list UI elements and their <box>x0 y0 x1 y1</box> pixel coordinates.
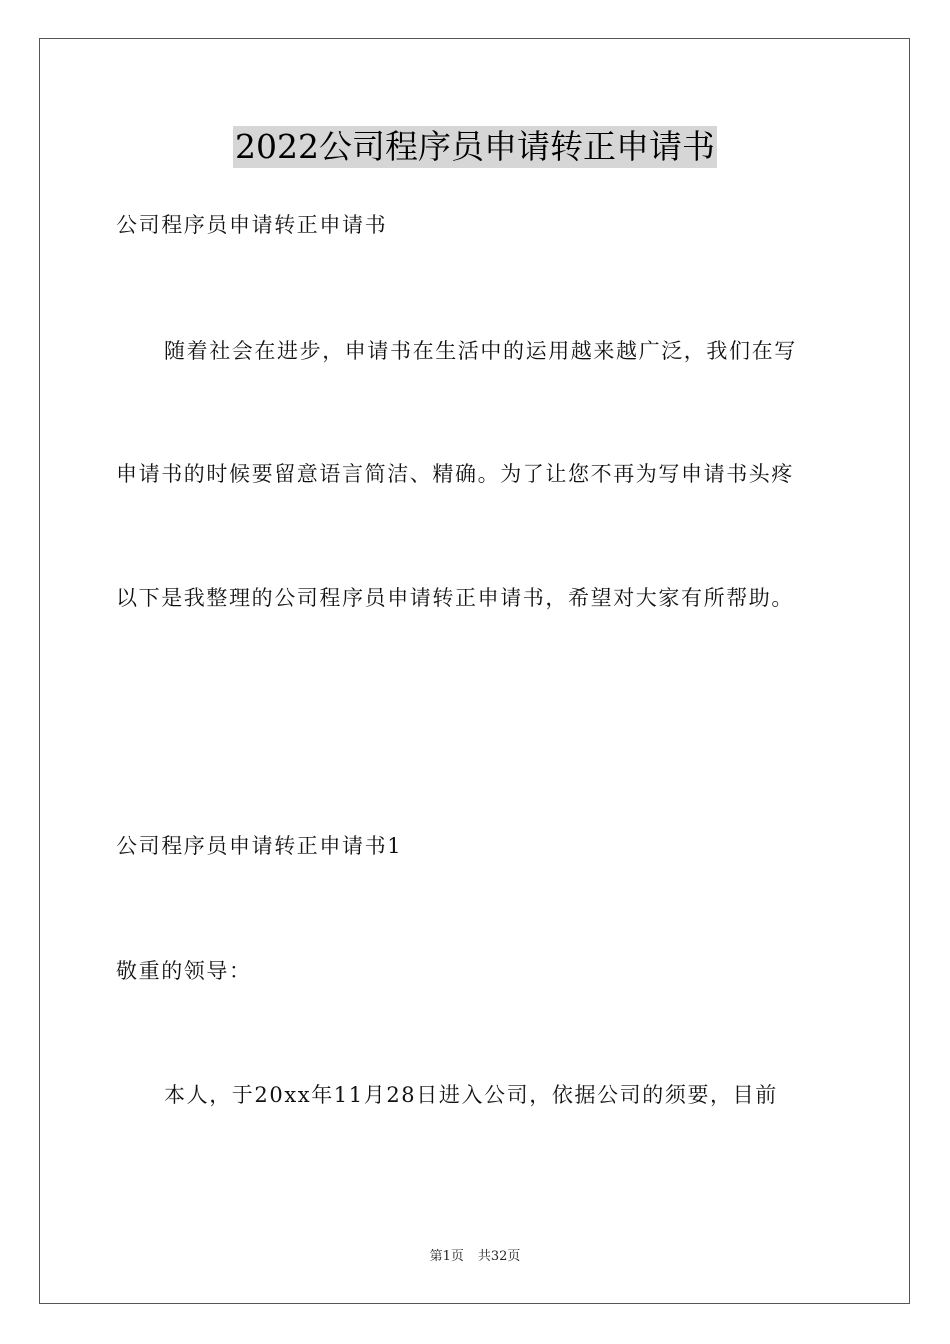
intro-line-1: 随着社会在进步，申请书在生活中的运用越来越广泛，我们在写 <box>164 339 797 363</box>
document-subtitle: 公司程序员申请转正申请书 <box>116 213 388 237</box>
salutation: 敬重的领导： <box>116 959 252 983</box>
document-title: 2022公司程序员申请转正申请书 <box>235 127 715 166</box>
title-container <box>0 126 950 168</box>
body-paragraph-line: 本人，于20xx年11月28日进入公司，依据公司的须要，目前 <box>164 1083 778 1107</box>
page-footer <box>0 1248 950 1266</box>
section-heading: 公司程序员申请转正申请书1 <box>116 834 403 858</box>
page-total: 共32页 <box>477 1249 521 1264</box>
page-number: 第1页 <box>429 1249 464 1264</box>
intro-line-3: 以下是我整理的公司程序员申请转正申请书，希望对大家有所帮助。 <box>116 586 794 610</box>
intro-line-2: 申请书的时候要留意语言简洁、精确。为了让您不再为写申请书头疼 <box>116 462 794 486</box>
